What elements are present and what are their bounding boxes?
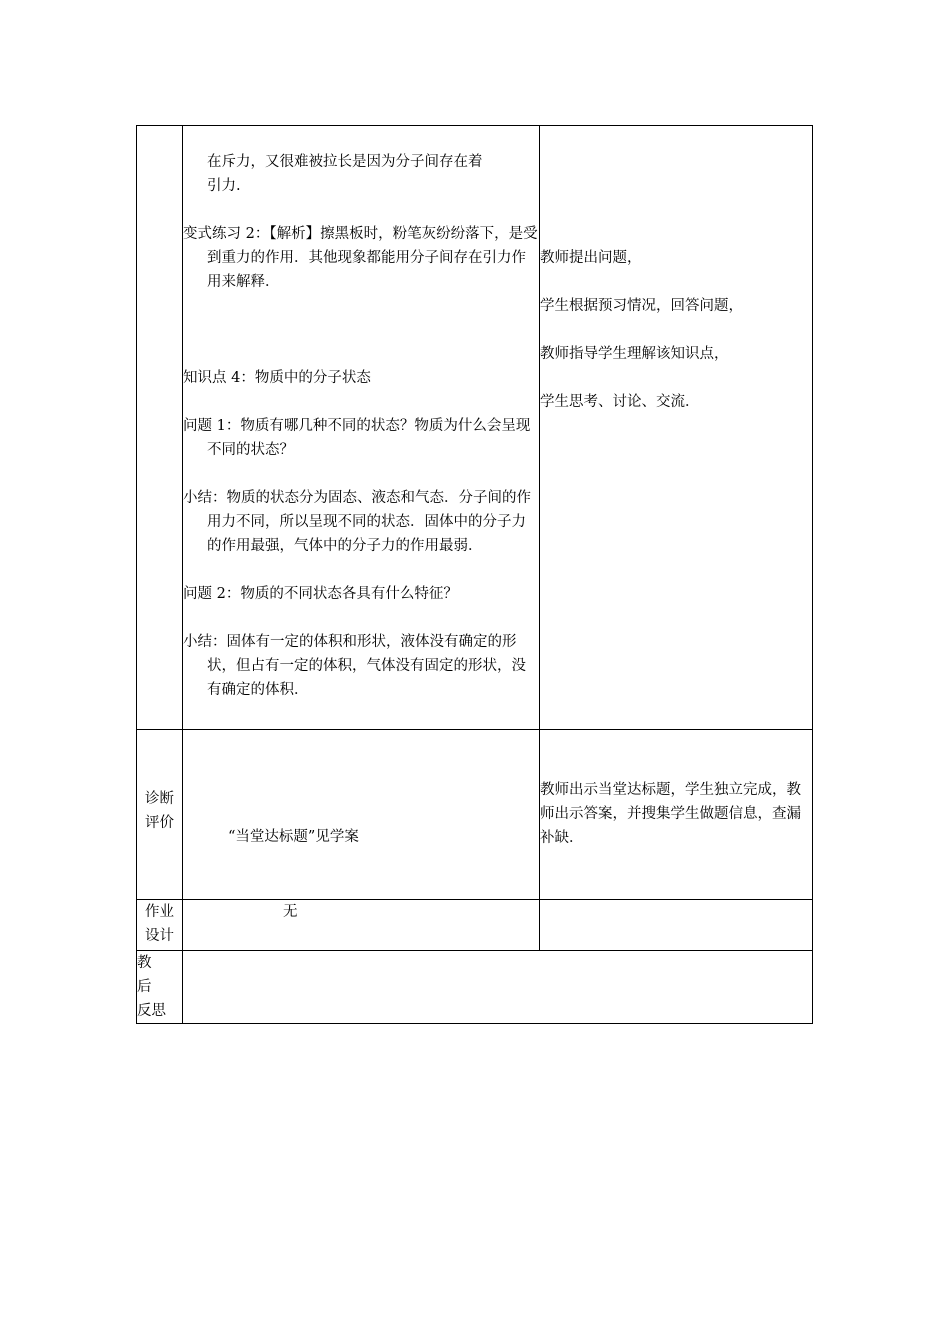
activity-cell (540, 126, 813, 730)
label-cell: 作业 设计 (137, 900, 183, 951)
summary-1: 小结：物质的状态分为固态、液态和气态．分子间的作用力不同，所以呈现不同的状态．固体中的分子力的作用最强，气体中的分子力的作用最弱． (183, 490, 531, 554)
variant-exercise: 变式练习 2：【解析】擦黑板时，粉笔灰纷纷落下，是受到重力的作用．其他现象都能用分子间存在引力作用来解释． (183, 226, 538, 290)
homework-side-cell (540, 900, 813, 951)
label-cell: 教后 反思 (137, 951, 183, 1024)
summary-2: 小结：固体有一定的体积和形状，液体没有确定的形状，但占有一定的体积，气体没有固定的形状，没有确定的体积． (183, 634, 526, 698)
reflection-cell (183, 951, 813, 1024)
homework-content: 无 (283, 904, 298, 920)
activity-student-answer: 学生根据预习情况，回答问题， (540, 298, 743, 314)
question-1: 问题 1：物质有哪几种不同的状态？物质为什么会呈现不同的状态？ (183, 418, 531, 458)
main-content-cell (183, 126, 540, 730)
homework-cell (183, 900, 540, 951)
continuation-line: 在斥力，又很难被拉长是因为分子间存在着 (207, 154, 483, 170)
table-row (137, 126, 813, 730)
activity-student-discuss: 学生思考、讨论、交流． (540, 394, 700, 410)
knowledge-point-heading: 知识点 4：物质中的分子状态 (183, 370, 371, 386)
table-row (137, 730, 813, 900)
question-2: 问题 2：物质的不同状态各具有什么特征？ (183, 586, 458, 602)
assessment-activity: 教师出示当堂达标题，学生独立完成，教师出示答案，并搜集学生做题信息，查漏补缺． (540, 782, 801, 846)
continuation-line: 引力. (207, 178, 241, 194)
lesson-plan-table (136, 125, 813, 1024)
activity-teacher-guide: 教师指导学生理解该知识点， (540, 346, 729, 362)
label-cell-empty (137, 126, 183, 730)
assessment-activity-cell (540, 730, 813, 900)
assessment-cell (183, 730, 540, 900)
label-cell (137, 730, 183, 900)
assessment-content: “当堂达标题”见学案 (228, 829, 359, 845)
row-label: 诊断 评价 (145, 791, 174, 831)
activity-teacher-question: 教师提出问题， (540, 250, 642, 266)
table-row (137, 951, 813, 1024)
table-row (137, 900, 813, 951)
